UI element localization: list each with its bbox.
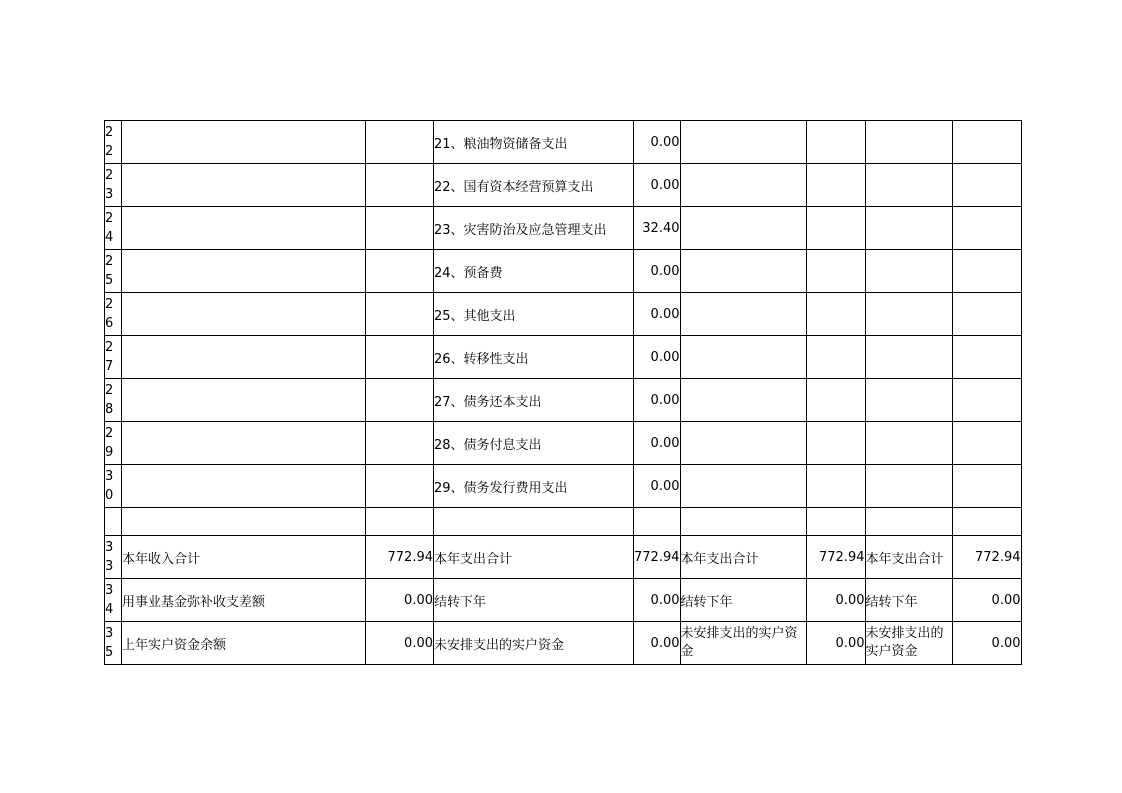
expense-item: 22、国有资本经营预算支出 bbox=[434, 164, 634, 207]
income-amount bbox=[366, 250, 434, 293]
expense-value-2: 0.00 bbox=[806, 622, 865, 665]
row-number: 2 8 bbox=[105, 379, 122, 422]
expense-amount: 0.00 bbox=[634, 422, 681, 465]
expense-label-2: 本年支出合计 bbox=[680, 536, 806, 579]
table-row bbox=[105, 164, 1022, 207]
income-value: 772.94 bbox=[366, 536, 434, 579]
income-amount bbox=[366, 293, 434, 336]
expense-value-3: 0.00 bbox=[952, 579, 1021, 622]
expense-item: 29、债务发行费用支出 bbox=[434, 465, 634, 508]
income-item bbox=[122, 379, 366, 422]
table-row bbox=[105, 207, 1022, 250]
expense-amount: 0.00 bbox=[634, 164, 681, 207]
expense-item: 25、其他支出 bbox=[434, 293, 634, 336]
table-row bbox=[105, 336, 1022, 379]
total-row bbox=[105, 579, 1022, 622]
row-number: 2 5 bbox=[105, 250, 122, 293]
expense-label: 本年支出合计 bbox=[434, 536, 634, 579]
income-label: 用事业基金弥补收支差额 bbox=[122, 579, 366, 622]
income-item bbox=[122, 336, 366, 379]
income-amount bbox=[366, 121, 434, 164]
income-item bbox=[122, 121, 366, 164]
expense-label-3: 未安排支出的实户资金 bbox=[865, 622, 952, 665]
expense-value-2: 772.94 bbox=[806, 536, 865, 579]
total-row bbox=[105, 622, 1022, 665]
expense-label-3: 结转下年 bbox=[865, 579, 952, 622]
row-number: 2 3 bbox=[105, 164, 122, 207]
expense-label: 未安排支出的实户资金 bbox=[434, 622, 634, 665]
table-row bbox=[105, 121, 1022, 164]
expense-label-2: 未安排支出的实户资金 bbox=[680, 622, 806, 665]
row-number: 3 0 bbox=[105, 465, 122, 508]
expense-label: 结转下年 bbox=[434, 579, 634, 622]
table-row bbox=[105, 422, 1022, 465]
expense-amount: 0.00 bbox=[634, 379, 681, 422]
expense-value: 0.00 bbox=[634, 579, 681, 622]
income-amount bbox=[366, 164, 434, 207]
income-item bbox=[122, 465, 366, 508]
income-label: 上年实户资金余额 bbox=[122, 622, 366, 665]
expense-amount: 0.00 bbox=[634, 465, 681, 508]
income-item bbox=[122, 207, 366, 250]
expense-amount: 0.00 bbox=[634, 336, 681, 379]
row-number: 3 4 bbox=[105, 579, 122, 622]
row-number: 2 6 bbox=[105, 293, 122, 336]
row-number: 2 9 bbox=[105, 422, 122, 465]
row-number: 3 5 bbox=[105, 622, 122, 665]
expense-label-3: 本年支出合计 bbox=[865, 536, 952, 579]
expense-item: 24、预备费 bbox=[434, 250, 634, 293]
table-row bbox=[105, 250, 1022, 293]
row-number: 2 4 bbox=[105, 207, 122, 250]
expense-amount: 0.00 bbox=[634, 250, 681, 293]
income-item bbox=[122, 250, 366, 293]
budget-table bbox=[104, 120, 1022, 665]
total-row bbox=[105, 536, 1022, 579]
expense-item: 28、债务付息支出 bbox=[434, 422, 634, 465]
income-label: 本年收入合计 bbox=[122, 536, 366, 579]
income-amount bbox=[366, 465, 434, 508]
expense-value-2: 0.00 bbox=[806, 579, 865, 622]
table-row bbox=[105, 465, 1022, 508]
income-amount bbox=[366, 379, 434, 422]
income-amount bbox=[366, 207, 434, 250]
expense-item: 26、转移性支出 bbox=[434, 336, 634, 379]
income-item bbox=[122, 422, 366, 465]
expense-value-3: 0.00 bbox=[952, 622, 1021, 665]
income-item bbox=[122, 293, 366, 336]
expense-value: 772.94 bbox=[634, 536, 681, 579]
table-row bbox=[105, 293, 1022, 336]
expense-amount: 0.00 bbox=[634, 121, 681, 164]
expense-item: 23、灾害防治及应急管理支出 bbox=[434, 207, 634, 250]
row-number: 2 2 bbox=[105, 121, 122, 164]
expense-value: 0.00 bbox=[634, 622, 681, 665]
expense-label-2: 结转下年 bbox=[680, 579, 806, 622]
expense-amount: 0.00 bbox=[634, 293, 681, 336]
income-value: 0.00 bbox=[366, 579, 434, 622]
table-row bbox=[105, 379, 1022, 422]
expense-item: 21、粮油物资储备支出 bbox=[434, 121, 634, 164]
expense-amount: 32.40 bbox=[634, 207, 681, 250]
row-number: 2 7 bbox=[105, 336, 122, 379]
income-amount bbox=[366, 422, 434, 465]
blank-row bbox=[105, 508, 1022, 536]
expense-value-3: 772.94 bbox=[952, 536, 1021, 579]
expense-item: 27、债务还本支出 bbox=[434, 379, 634, 422]
income-value: 0.00 bbox=[366, 622, 434, 665]
income-amount bbox=[366, 336, 434, 379]
row-number: 3 3 bbox=[105, 536, 122, 579]
income-item bbox=[122, 164, 366, 207]
